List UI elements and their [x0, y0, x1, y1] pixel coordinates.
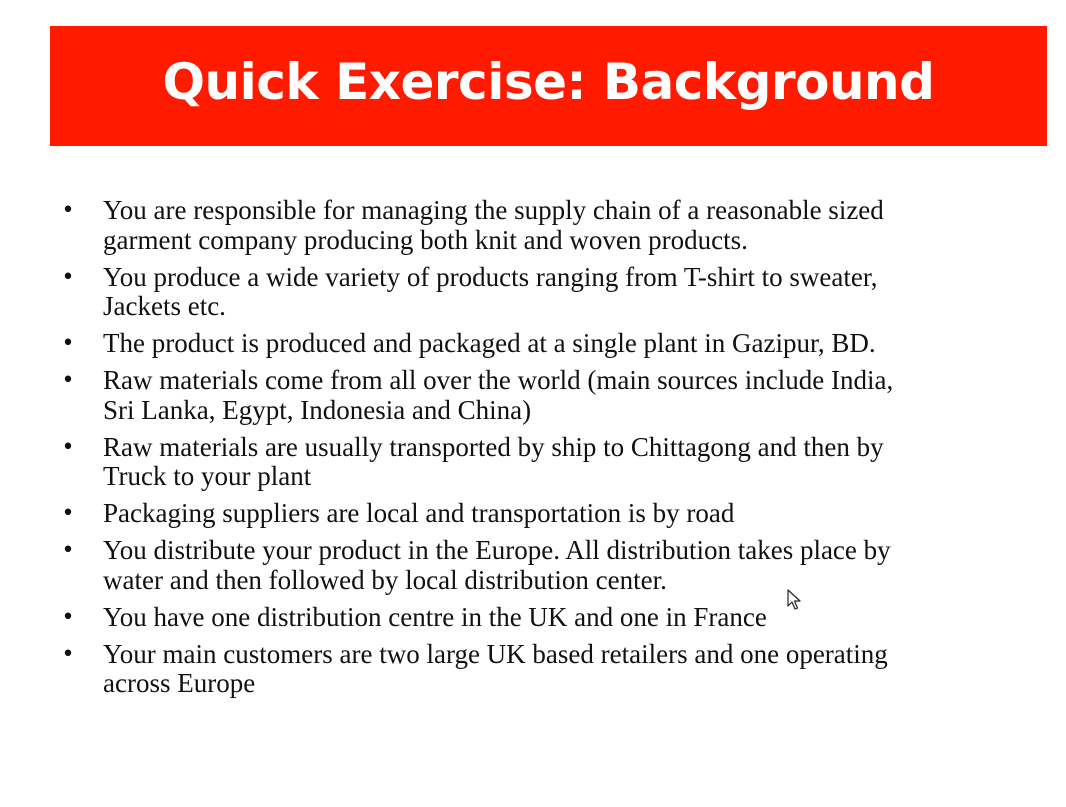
bullet-item — [58, 366, 1018, 425]
bullet-icon: • — [61, 501, 75, 526]
bullet-line: Jackets etc. — [103, 291, 226, 321]
bullet-item — [58, 196, 1018, 255]
bullet-item — [58, 263, 1018, 322]
bullet-item — [58, 640, 1018, 699]
bullet-line: across Europe — [103, 668, 256, 698]
bullet-item — [58, 329, 1018, 359]
bullet-item — [58, 536, 1018, 595]
bullet-line: Truck to your plant — [103, 461, 312, 491]
bullet-icon: • — [61, 434, 75, 460]
bullet-line: You produce a wide variety of products ranging from T-shirt to sweater, — [103, 261, 878, 292]
bullet-item — [58, 499, 1018, 529]
bullet-line: Your main customers are two large UK based retailers and one operating — [103, 638, 888, 669]
bullet-icon: • — [61, 331, 75, 356]
bullet-icon: • — [61, 604, 75, 630]
bullet-icon: • — [61, 538, 75, 563]
title-bar — [50, 26, 1047, 146]
bullet-icon: • — [61, 368, 75, 393]
bullet-item — [58, 433, 1018, 492]
bullet-line: The product is produced and packaged at a single plant in Gazipur, BD. — [103, 328, 876, 358]
bullet-line: water and then followed by local distribution center. — [103, 564, 667, 595]
bullet-line: Raw materials come from all over the world (main sources include India, — [103, 365, 894, 395]
bullet-icon: • — [61, 641, 75, 667]
bullet-list — [58, 196, 1018, 706]
bullet-icon: • — [61, 198, 75, 223]
bullet-line: Sri Lanka, Egypt, Indonesia and China) — [103, 394, 532, 425]
slide-title: Quick Exercise: Background — [162, 53, 935, 111]
bullet-line: garment company producing both knit and woven products. — [103, 224, 748, 255]
bullet-line: Raw materials are usually transported by ship to Chittagong and then by — [103, 431, 884, 462]
bullet-line: Packaging suppliers are local and transportation is by road — [103, 498, 735, 528]
mouse-pointer-icon — [787, 589, 801, 611]
bullet-line: You distribute your product in the Europe. All distribution takes place by — [103, 535, 891, 565]
bullet-line: You have one distribution centre in the UK and one in France — [103, 601, 767, 632]
bullet-icon: • — [61, 264, 75, 290]
bullet-item — [58, 603, 1018, 633]
bullet-line: You are responsible for managing the supply chain of a reasonable sized — [103, 195, 884, 225]
